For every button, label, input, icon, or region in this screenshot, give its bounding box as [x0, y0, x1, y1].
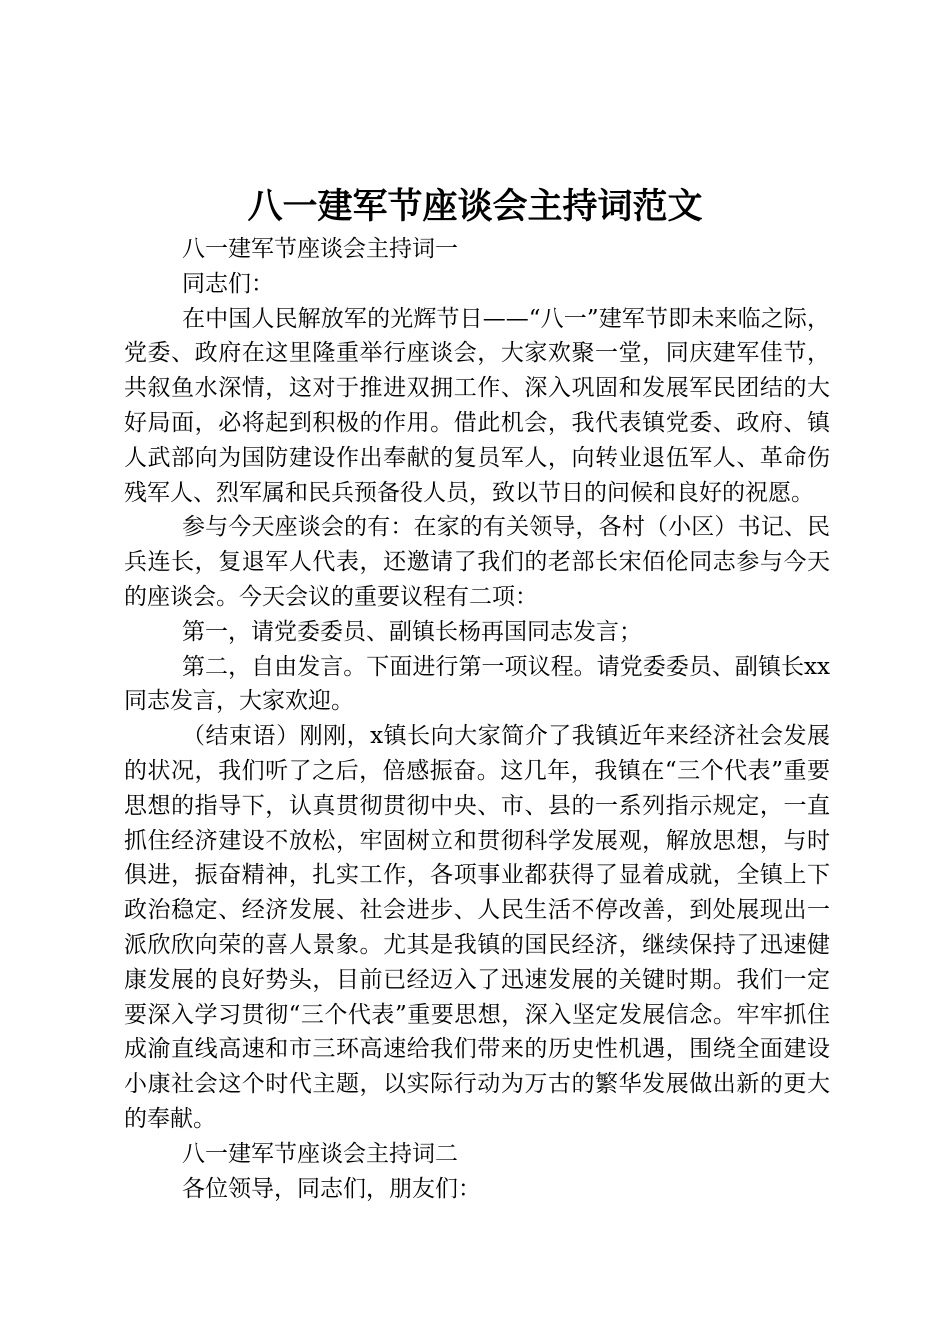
second-salutation-paragraph: 各位领导，同志们，朋友们： [182, 1175, 481, 1202]
closing-remarks-paragraph: （结束语）刚刚，x镇长向大家简介了我镇近年来经济社会发展的状况，我们听了之后，倍感振奋。这几年，我镇在“三个代表”重要思想的指导下，认真贯彻贯彻中央、市、县的一系列指示规定，一直抓住经济建设不放松，牢固树立和贯彻科学发展观，解放思想，与时俱进，振奋精神，扎实工作，各项事业都获得了显着成就，全镇上下政治稳定、经济发展、社会进步、人民生活不停改善，到处展现出一派欣欣向荣的喜人景象。尤其是我镇的国民经济，继续保持了迅速健康发展的良好势头，目前已经迈入了迅速发展的关键时期。我们一定要深入学习贯彻“三个代表”重要思想，深入坚定发展信念。牢牢抓住成渝直线高速和市三环高速给我们带来的历史性机遇，围绕全面建设小康社会这个时代主题，以实际行动为万古的繁华发展做出新的更大的奉献。 [124, 723, 830, 1132]
attendees-paragraph: 参与今天座谈会的有：在家的有关领导，各村（小区）书记、民兵连长，复退军人代表，还邀请了我们的老部长宋佰伦同志参与今天的座谈会。今天会议的重要议程有二项： [124, 514, 830, 610]
opening-paragraph: 在中国人民解放军的光辉节日——“八一”建军节即未来临之际，党委、政府在这里隆重举行座谈会，大家欢聚一堂，同庆建军佳节，共叙鱼水深情，这对于推进双拥工作、深入巩固和发展军民团结的大好局面，必将起到积极的作用。借此机会，我代表镇党委、政府、镇人武部向为国防建设作出奉献的复员军人，向转业退伍军人、革命伤残军人、烈军属和民兵预备役人员，致以节日的问候和良好的祝愿。 [124, 305, 830, 506]
section-heading-one: 八一建军节座谈会主持词一 [182, 236, 458, 262]
document-title: 八一建军节座谈会主持词范文 [247, 187, 703, 227]
salutation-paragraph: 同志们： [182, 270, 274, 297]
document-body [124, 232, 830, 1206]
agenda-item-two: 第二，自由发言。下面进行第一项议程。请党委委员、副镇长xx同志发言，大家欢迎。 [124, 653, 830, 715]
agenda-item-one: 第一，请党委委员、副镇长杨再国同志发言； [182, 618, 642, 645]
section-heading-two: 八一建军节座谈会主持词二 [182, 1140, 458, 1167]
